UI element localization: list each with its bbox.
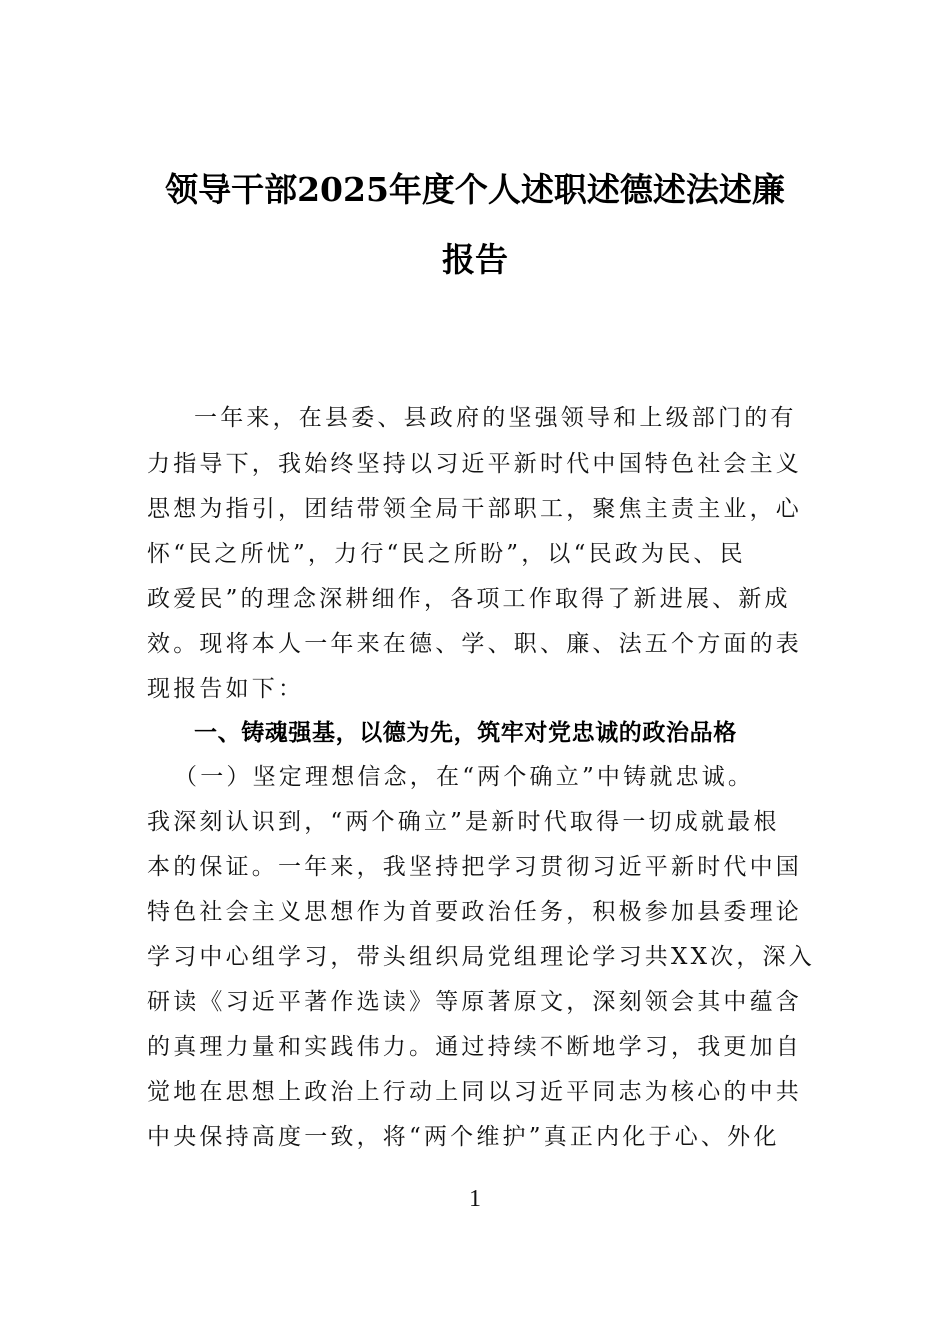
subsection-line-9: 中央保持高度一致，将“两个维护”真正内化于心、外化	[147, 1124, 780, 1150]
subsection-line-6: 研读《习近平著作选读》等原著原文，深刻领会其中蕴含	[147, 989, 802, 1015]
subsection-line-7: 的真理力量和实践伟力。通过持续不断地学习，我更加自	[147, 1034, 802, 1060]
document-title-line-2: 报告	[442, 240, 508, 279]
intro-line-5: 政爱民”的理念深耕细作，各项工作取得了新进展、新成	[147, 586, 791, 612]
section-heading-1: 一、铸魂强基，以德为先，筑牢对党忠诚的政治品格	[194, 720, 737, 746]
subsection-line-1: （一）坚定理想信念，在“两个确立”中铸就忠诚。	[174, 764, 755, 790]
intro-line-1: 一年来，在县委、县政府的坚强领导和上级部门的有	[194, 405, 797, 431]
document-title-line-1: 领导干部2025年度个人述职述德述法述廉	[165, 170, 785, 209]
subsection-line-5: 学习中心组学习，带头组织局党组理论学习共XX次，深入	[147, 944, 815, 970]
intro-line-3: 思想为指引，团结带领全局干部职工，聚焦主责主业，心	[147, 496, 802, 522]
intro-line-7: 现报告如下：	[147, 676, 305, 702]
intro-line-6: 效。现将本人一年来在德、学、职、廉、法五个方面的表	[147, 631, 802, 657]
intro-line-4: 怀“民之所忧”，力行“民之所盼”，以“民政为民、民	[147, 541, 746, 567]
subsection-line-4: 特色社会主义思想作为首要政治任务，积极参加县委理论	[147, 899, 802, 925]
subsection-line-3: 本的保证。一年来，我坚持把学习贯彻习近平新时代中国	[147, 854, 802, 880]
subsection-line-2: 我深刻认识到，“两个确立”是新时代取得一切成就最根	[147, 809, 780, 835]
subsection-line-8: 觉地在思想上政治上行动上同以习近平同志为核心的中共	[147, 1079, 802, 1105]
page-number: 1	[469, 1186, 481, 1212]
intro-line-2: 力指导下，我始终坚持以习近平新时代中国特色社会主义	[147, 451, 802, 477]
